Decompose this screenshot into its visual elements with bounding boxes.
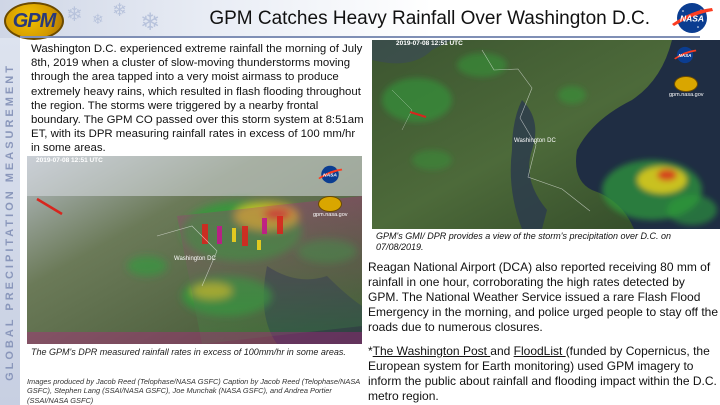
overview-gpm-url: gpm.nasa.gov [669, 92, 704, 98]
overview-timestamp: 2019-07-08 12:51 UTC [396, 40, 463, 47]
airport-paragraph: Reagan National Airport (DCA) also reported receiving 80 mm of rainfall in one hour, corroborating the high rates detected by GPM. The National Weather Service issued a rare Flash Flood Emergency in the morning, and police urged people to stay off the roads due to numerous closures. [368, 260, 718, 334]
header-rule [20, 36, 700, 38]
svg-text:NASA: NASA [679, 13, 705, 24]
snowflake-icon: ❄ [92, 12, 104, 28]
3d-caption: The GPM's DPR measured rainfall rates in excess of 100mm/hr in some areas. [31, 347, 346, 357]
snowflake-icon: ❄ [112, 0, 128, 21]
page-title: GPM Catches Heavy Rainfall Over Washington D.C. [209, 8, 650, 29]
snowflake-icon: ❄ [66, 2, 83, 26]
overview-caption: GPM's GMI/ DPR provides a view of the storm's precipitation over D.C. on 07/08/2019. [376, 231, 672, 252]
footnote-and: and [490, 344, 514, 358]
overview-nasa-logo [672, 45, 698, 65]
gpm-logo: GPM [4, 2, 64, 40]
footnote-marker: * [368, 344, 373, 358]
side-strip-label: GLOBAL PRECIPITATION MEASUREMENT [4, 63, 16, 381]
satellite-image-overview [372, 40, 720, 229]
footnote-paragraph [368, 344, 718, 404]
satellite-image-3d [27, 156, 362, 344]
3d-gpm-url: gpm.nasa.gov [313, 212, 348, 218]
3d-nasa-logo [316, 164, 344, 185]
overview-place-label: Washington DC [514, 138, 556, 144]
intro-paragraph: Washington D.C. experienced extreme rainfall the morning of July 8th, 2019 when a cluster of slow-moving thunderstorms moving through the area tapped into a very moist airmass to produce extremely heavy rains, which resulted in flash flooding throughout the region. The storms were triggered by a nearby frontal boundary. The GPM CO passed over this storm system at 8:51am ET, with its DPR measuring rainfall rates in excess of 100 mm/hr in some areas. [31, 43, 364, 155]
image-credit: Images produced by Jacob Reed (Telophase/NASA GSFC) Caption by Jacob Reed (Telophase/NASA GSFC), Stephen Lang (SSAI/NASA GSFC), Joe Munchak (NASA GSFC), and Andrea Portier (SSAI/NASA GSFC) [27, 377, 360, 405]
3d-timestamp: 2019-07-08 12:51 UTC [36, 157, 103, 164]
washington-post-link[interactable]: The Washington Post [372, 344, 491, 358]
floodlist-link[interactable]: FloodList [513, 344, 566, 358]
nasa-logo [668, 2, 716, 34]
3d-gpm-logo [318, 196, 342, 212]
snowflake-icon: ❄ [140, 8, 161, 36]
overview-gpm-logo [674, 76, 698, 92]
footnote-rest: (funded by Copernicus, the European system for Earth monitoring) used GPM imagery to inform the public about rainfall and flooding impact within the D.C. metro region. [368, 344, 717, 403]
svg-text:NASA: NASA [323, 173, 337, 179]
svg-text:NASA: NASA [678, 52, 692, 58]
3d-place-label: Washington DC [174, 256, 216, 262]
